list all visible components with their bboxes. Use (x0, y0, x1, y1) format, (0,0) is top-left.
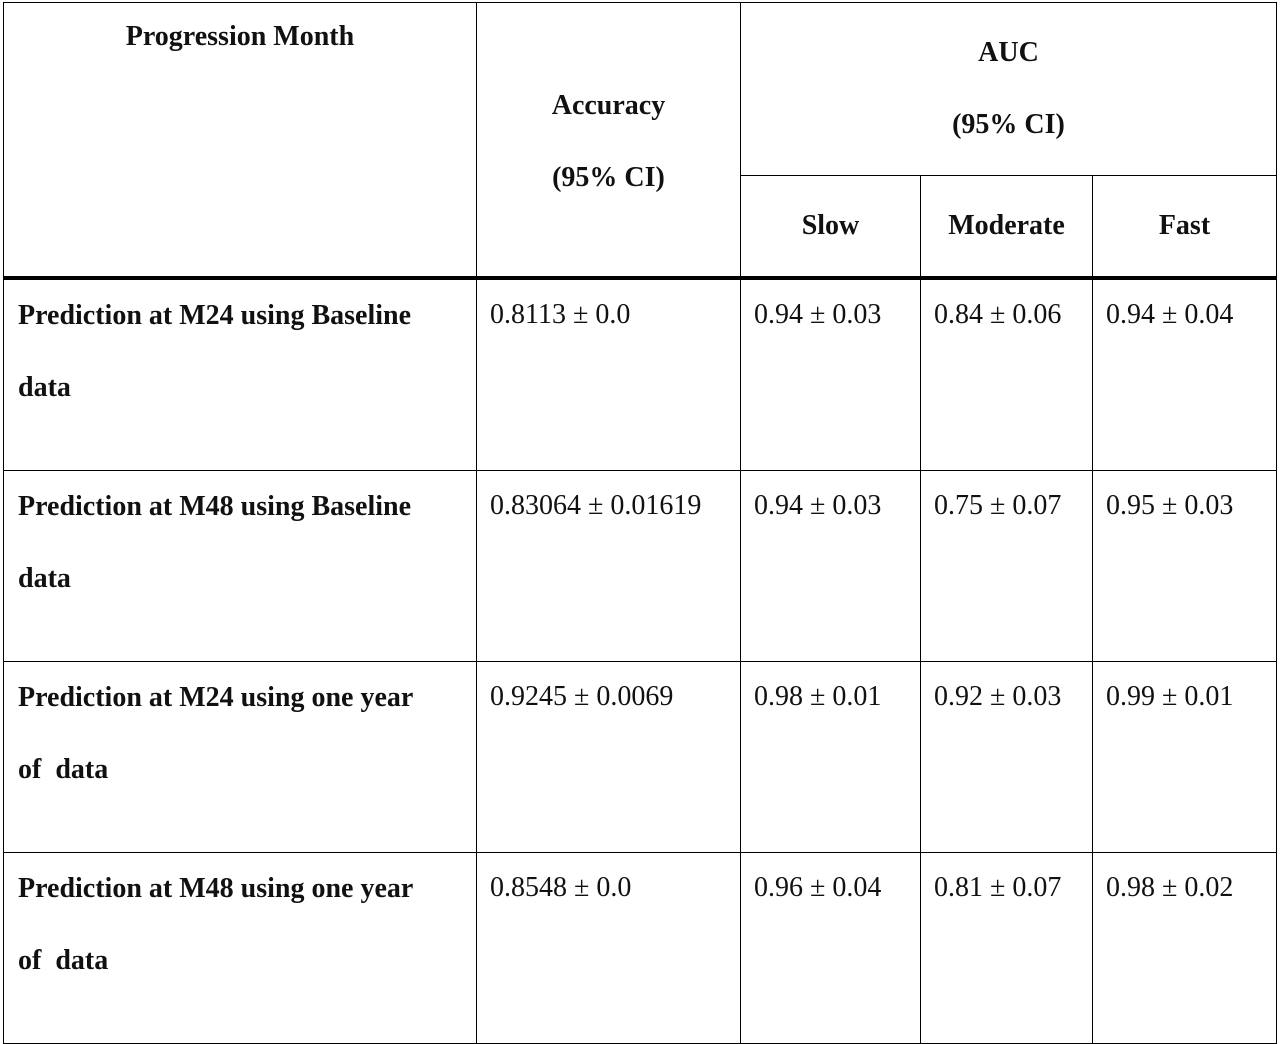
header-accuracy-ci: (95% CI) (552, 161, 665, 193)
row-label-line2: of data (18, 754, 109, 785)
header-progression-month (4, 3, 477, 279)
auc-slow-cell: 0.94 ± 0.03 (741, 278, 921, 471)
header-accuracy-label: Accuracy (551, 89, 666, 121)
row-label-line2: of data (18, 945, 109, 976)
table-row (4, 662, 1277, 853)
header-auc (741, 3, 1277, 176)
row-label-line1: Prediction at M48 using Baseline (18, 491, 412, 522)
row-label-line2: data (18, 563, 71, 594)
accuracy-cell: 0.8113 ± 0.0 (477, 278, 741, 471)
auc-moderate-cell: 0.75 ± 0.07 (921, 471, 1093, 662)
row-label (4, 662, 477, 853)
header-auc-label: AUC (978, 37, 1039, 68)
row-label (4, 853, 477, 1044)
header-progression-month-label: Progression Month (125, 21, 355, 52)
auc-slow-cell: 0.94 ± 0.03 (741, 471, 921, 662)
auc-slow-cell: 0.96 ± 0.04 (741, 853, 921, 1044)
accuracy-cell: 0.83064 ± 0.01619 (477, 471, 741, 662)
row-label (4, 471, 477, 662)
row-label-line2: data (18, 372, 71, 403)
table-row (4, 471, 1277, 662)
accuracy-cell: 0.8548 ± 0.0 (477, 853, 741, 1044)
auc-moderate-cell: 0.81 ± 0.07 (921, 853, 1093, 1044)
header-fast: Fast (1093, 176, 1277, 279)
auc-fast-cell: 0.94 ± 0.04 (1093, 278, 1277, 471)
header-moderate: Moderate (921, 176, 1093, 279)
table-row (4, 278, 1277, 471)
header-slow: Slow (741, 176, 921, 279)
row-label-line1: Prediction at M24 using Baseline (18, 300, 412, 331)
auc-moderate-cell: 0.84 ± 0.06 (921, 278, 1093, 471)
results-table (3, 2, 1277, 1044)
auc-slow-cell: 0.98 ± 0.01 (741, 662, 921, 853)
auc-fast-cell: 0.99 ± 0.01 (1093, 662, 1277, 853)
header-auc-ci: (95% CI) (952, 109, 1065, 140)
auc-fast-cell: 0.98 ± 0.02 (1093, 853, 1277, 1044)
auc-fast-cell: 0.95 ± 0.03 (1093, 471, 1277, 662)
row-label-line1: Prediction at M24 using one year (18, 682, 414, 713)
auc-moderate-cell: 0.92 ± 0.03 (921, 662, 1093, 853)
row-label-line1: Prediction at M48 using one year (18, 873, 414, 904)
accuracy-cell: 0.9245 ± 0.0069 (477, 662, 741, 853)
row-label (4, 278, 477, 471)
header-accuracy (477, 3, 741, 279)
table-row (4, 853, 1277, 1044)
